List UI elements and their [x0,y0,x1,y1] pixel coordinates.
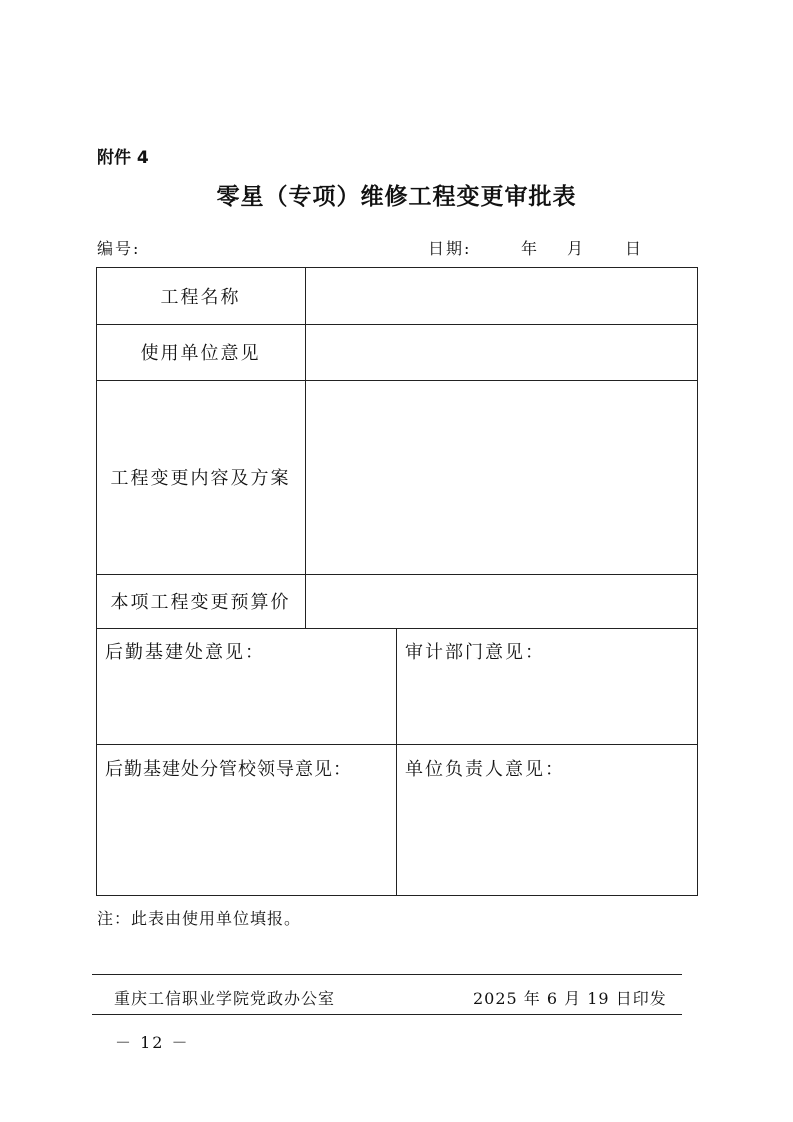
form-title: 零星（专项）维修工程变更审批表 [216,183,577,210]
user-unit-opinion-label: 使用单位意见 [140,343,261,364]
form-note: 注：此表由使用单位填报。 [97,909,302,928]
unit-head-opinion-field[interactable] [397,745,697,895]
project-name-field[interactable] [306,268,697,324]
approval-form-table [96,267,698,896]
audit-opinion-label: 审计部门意见： [405,642,545,663]
user-unit-opinion-field[interactable] [306,325,697,380]
leader-opinion-field[interactable] [97,745,396,895]
day-label: 日 [625,239,644,258]
logistics-opinion-field[interactable] [97,629,396,744]
leader-opinion-label: 后勤基建处分管校领导意见： [105,759,352,780]
unit-head-opinion-label: 单位负责人意见： [405,759,565,780]
change-content-field[interactable] [306,381,697,574]
budget-label: 本项工程变更预算价 [110,592,291,613]
attachment-label: 附件 4 [97,148,149,168]
budget-field[interactable] [306,575,697,628]
print-date: 2025 年 6 月 19 日印发 [473,989,667,1008]
logistics-opinion-label: 后勤基建处意见： [105,642,265,663]
issuer-office: 重庆工信职业学院党政办公室 [114,989,336,1008]
audit-opinion-field[interactable] [397,629,697,744]
footer-bottom-rule [92,1014,682,1015]
change-content-label: 工程变更内容及方案 [110,468,291,489]
serial-number-label: 编号: [97,239,141,258]
year-label: 年 [521,239,540,258]
month-label: 月 [567,239,586,258]
date-label: 日期: [428,239,472,258]
footer-top-rule [92,974,682,975]
page-number: － 12 － [115,1033,190,1052]
project-name-label: 工程名称 [160,286,241,308]
